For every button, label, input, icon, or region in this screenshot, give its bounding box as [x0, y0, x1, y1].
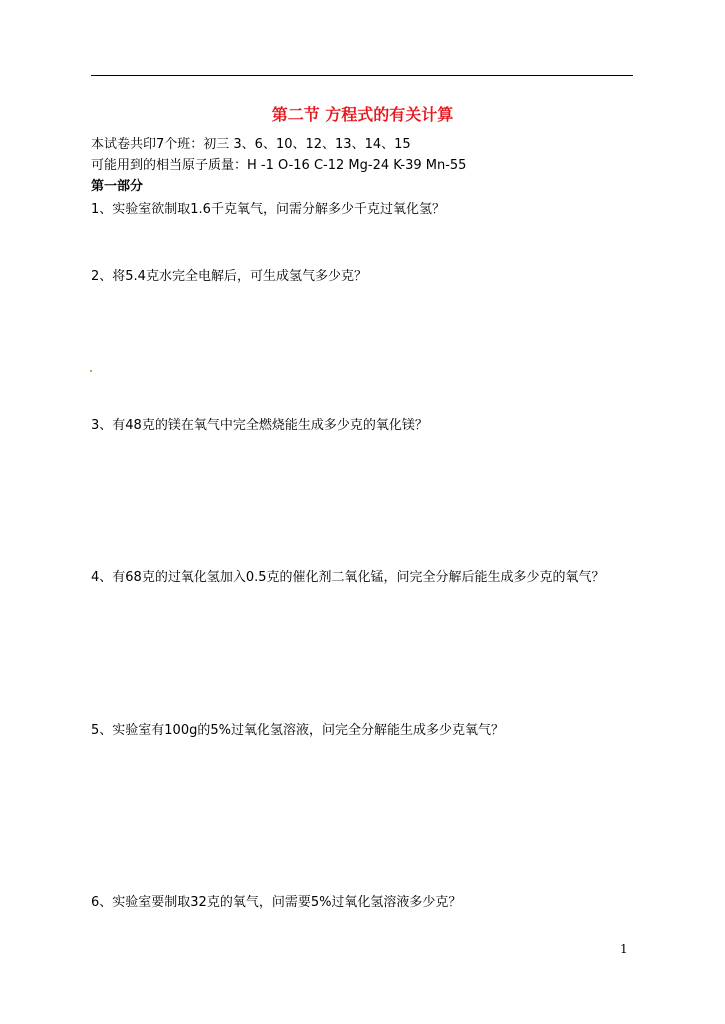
print-info: 本试卷共印7个班：初三 3、6、10、12、13、14、15	[91, 137, 411, 152]
page-title: 第二节 方程式的有关计算	[271, 105, 454, 124]
question-3: 3、有48克的镁在氧气中完全燃烧能生成多少克的氧化镁？	[91, 418, 428, 433]
page-number: 1	[620, 942, 628, 956]
question-5: 5、实验室有100g的5%过氧化氢溶液，问完全分解能生成多少克氧气？	[91, 723, 504, 738]
question-1: 1、实验室欲制取1.6千克氧气，问需分解多少千克过氧化氢？	[91, 202, 445, 217]
question-2: 2、将5.4克水完全电解后，可生成氢气多少克？	[91, 269, 367, 284]
section-heading: 第一部分	[91, 179, 144, 194]
header-rule	[91, 75, 633, 76]
atomic-masses: 可能用到的相当原子质量：H -1 O-16 C-12 Mg-24 K-39 Mn-55	[91, 158, 467, 173]
stray-mark	[90, 370, 92, 372]
question-4: 4、有68克的过氧化氢加入0.5克的催化剂二氧化锰，问完全分解后能生成多少克的氧气？	[91, 570, 605, 585]
question-6: 6、实验室要制取32克的氧气，问需要5%过氧化氢溶液多少克？	[91, 895, 462, 910]
